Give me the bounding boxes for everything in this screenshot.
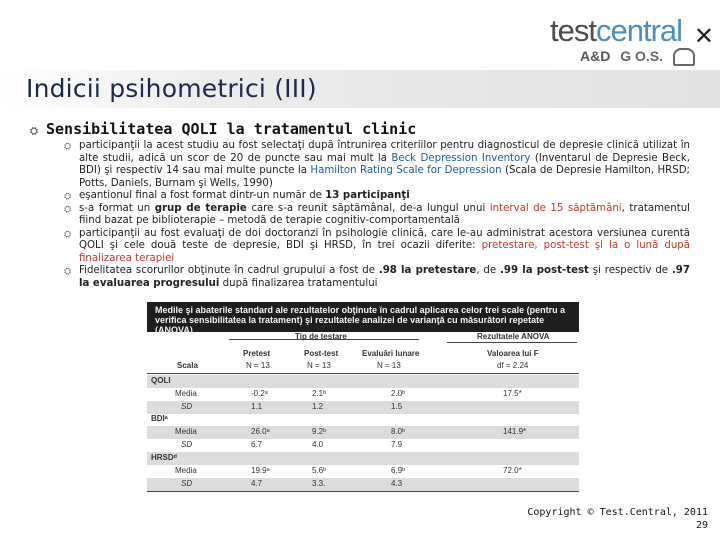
table-col-n: N = 13 — [307, 361, 331, 370]
table-caption: Medile şi abaterile standard ale rezultatelor obţinute în cadrul aplicarea celor trei scale (pentru a verifica sensibilitatea la tratament) şi rezultatele analizei de varianţă cu măsurători repetate (ANOVA) — [147, 302, 579, 332]
footer — [527, 506, 708, 532]
table-rule — [447, 342, 577, 343]
list-item: ⛭ s-a format un grup de terapie care s-a reunit săptămânal, de-a lungul unui interval de 15 săptămâni, tratamentul fiind bazat pe biblioterapie – metodă de terapie cognitiv-comportamentală — [64, 202, 690, 226]
list-item: ⛭ eşantionul final a fost format dintr-un număr de 13 participanţi — [64, 190, 410, 202]
table-cell: 2.0ᵇ — [391, 389, 406, 398]
table-cell: 6.7 — [251, 440, 263, 449]
bullet-icon: ⛭ — [30, 126, 38, 137]
page-title: Indicii psihometrici (III) — [26, 74, 317, 103]
table-rule — [147, 491, 579, 492]
table-cell: 72.0* — [503, 466, 522, 475]
table-row-shade — [147, 452, 579, 465]
table-cell: Media — [175, 427, 197, 436]
table-row-shade — [147, 478, 579, 491]
table-col-header: Valoarea lui F — [487, 349, 539, 358]
page-number: 29 — [695, 520, 708, 531]
table-col-n: df = 2.24 — [497, 361, 529, 370]
table-cell: 4.3 — [391, 479, 403, 488]
table-cell: 7.9 — [391, 440, 403, 449]
logo-partners — [580, 48, 695, 66]
table-rule — [147, 373, 579, 374]
logo-partner-ad: A&D — [580, 48, 611, 64]
book-icon — [673, 48, 695, 66]
table-col-n: N = 13 — [377, 361, 401, 370]
table-cell: SD — [181, 402, 193, 411]
table-cell: 8.0ᵇ — [391, 427, 406, 436]
table-col-header: Pretest — [243, 349, 271, 358]
table-cell: 19.9ᵃ — [251, 466, 270, 475]
list-item: ⛭ Fidelitatea scorurilor obţinute în cadrul grupului a fost de .98 la pretestare, de .99 la post-test şi respectiv de .97 la evaluarea progresului după finalizarea tratamentului — [64, 265, 690, 289]
table-cell: 141.9* — [503, 427, 527, 436]
table-cell: SD — [181, 479, 193, 488]
table-cell: SD — [181, 440, 193, 449]
logo-wordmark: testcentral — [550, 13, 683, 48]
table-cell: 1.1 — [251, 402, 263, 411]
results-table — [147, 302, 579, 492]
section-heading: ⛭ Sensibilitatea QOLI la tratamentul clinic — [30, 120, 417, 138]
close-icon[interactable]: ✕ — [693, 22, 714, 50]
table-cell: 3.3. — [312, 479, 326, 488]
copyright-text: Copyright © Test.Central, 2011 — [527, 507, 708, 518]
list-item: ⛭ participanţii la acest studiu au fost selectaţi după întrunirea criteriilor pentru diagnosticul de depresie clinică utilizat în alte studii, adică un scor de 20 de puncte sau mai mult la Beck Depression Inventory (Inventarul de Depresie Beck, BDI) şi respectiv 14 sau mai multe puncte la Hamilton Rating Scale for Depression (Scala de Depresie Hamilton, HRSD; Potts, Daniels, Burnam şi Wells, 1990) — [64, 140, 690, 189]
table-col-header: Post-test — [304, 349, 339, 358]
table-cell: 26.0ᵃ — [251, 427, 270, 436]
bullet-icon: ⛭ — [64, 204, 72, 215]
table-cell: 17.5* — [503, 389, 522, 398]
table-col-scale: Scala — [177, 361, 198, 370]
table-anova-header: Rezultatele ANOVA — [477, 332, 550, 341]
table-cell: 1.5 — [391, 402, 403, 411]
table-cell: Media — [175, 466, 197, 475]
table-cell: 4.0 — [312, 440, 324, 449]
table-group-label: HRSDᵈ — [151, 453, 177, 462]
table-row-shade — [147, 375, 579, 388]
testcentral-logo — [550, 13, 714, 74]
table-cell: 1.2 — [312, 402, 324, 411]
bullet-icon: ⛭ — [64, 192, 72, 202]
table-cell: 2.1ᵇ — [312, 389, 327, 398]
table-cell: Media — [175, 389, 197, 398]
table-cell: 4.7 — [251, 479, 263, 488]
table-col-header: Evaluări lunare — [362, 349, 420, 358]
bullet-icon: ⛭ — [64, 229, 72, 240]
table-group-header: Tip de testare — [295, 332, 347, 341]
table-cell: 5.6ᵇ — [312, 466, 327, 475]
list-item: ⛭ participanţii au fost evaluaţi de doi doctoranzi în psihologie clinică, care le-au administrat acestora versiunea curentă QOLI şi cele două teste de depresie, BDI şi HRSD, în trei ocazii diferite: pretestare, post-test şi la o lună după finalizarea terapiei — [64, 227, 690, 264]
bullet-icon: ⛭ — [64, 142, 72, 152]
bullet-list — [64, 140, 690, 290]
table-cell: 6.9ᵇ — [391, 466, 406, 475]
logo-partner-gos: G O.S. — [620, 48, 664, 64]
table-group-label: QOLI — [151, 376, 171, 385]
table-cell: 9.2ᵇ — [312, 427, 327, 436]
bullet-icon: ⛭ — [64, 267, 72, 277]
table-cell: -0.2ᵃ — [251, 389, 268, 398]
table-col-n: N = 13 — [246, 361, 270, 370]
table-row-shade — [147, 401, 579, 414]
table-group-label: BDIᵃ — [151, 414, 168, 423]
